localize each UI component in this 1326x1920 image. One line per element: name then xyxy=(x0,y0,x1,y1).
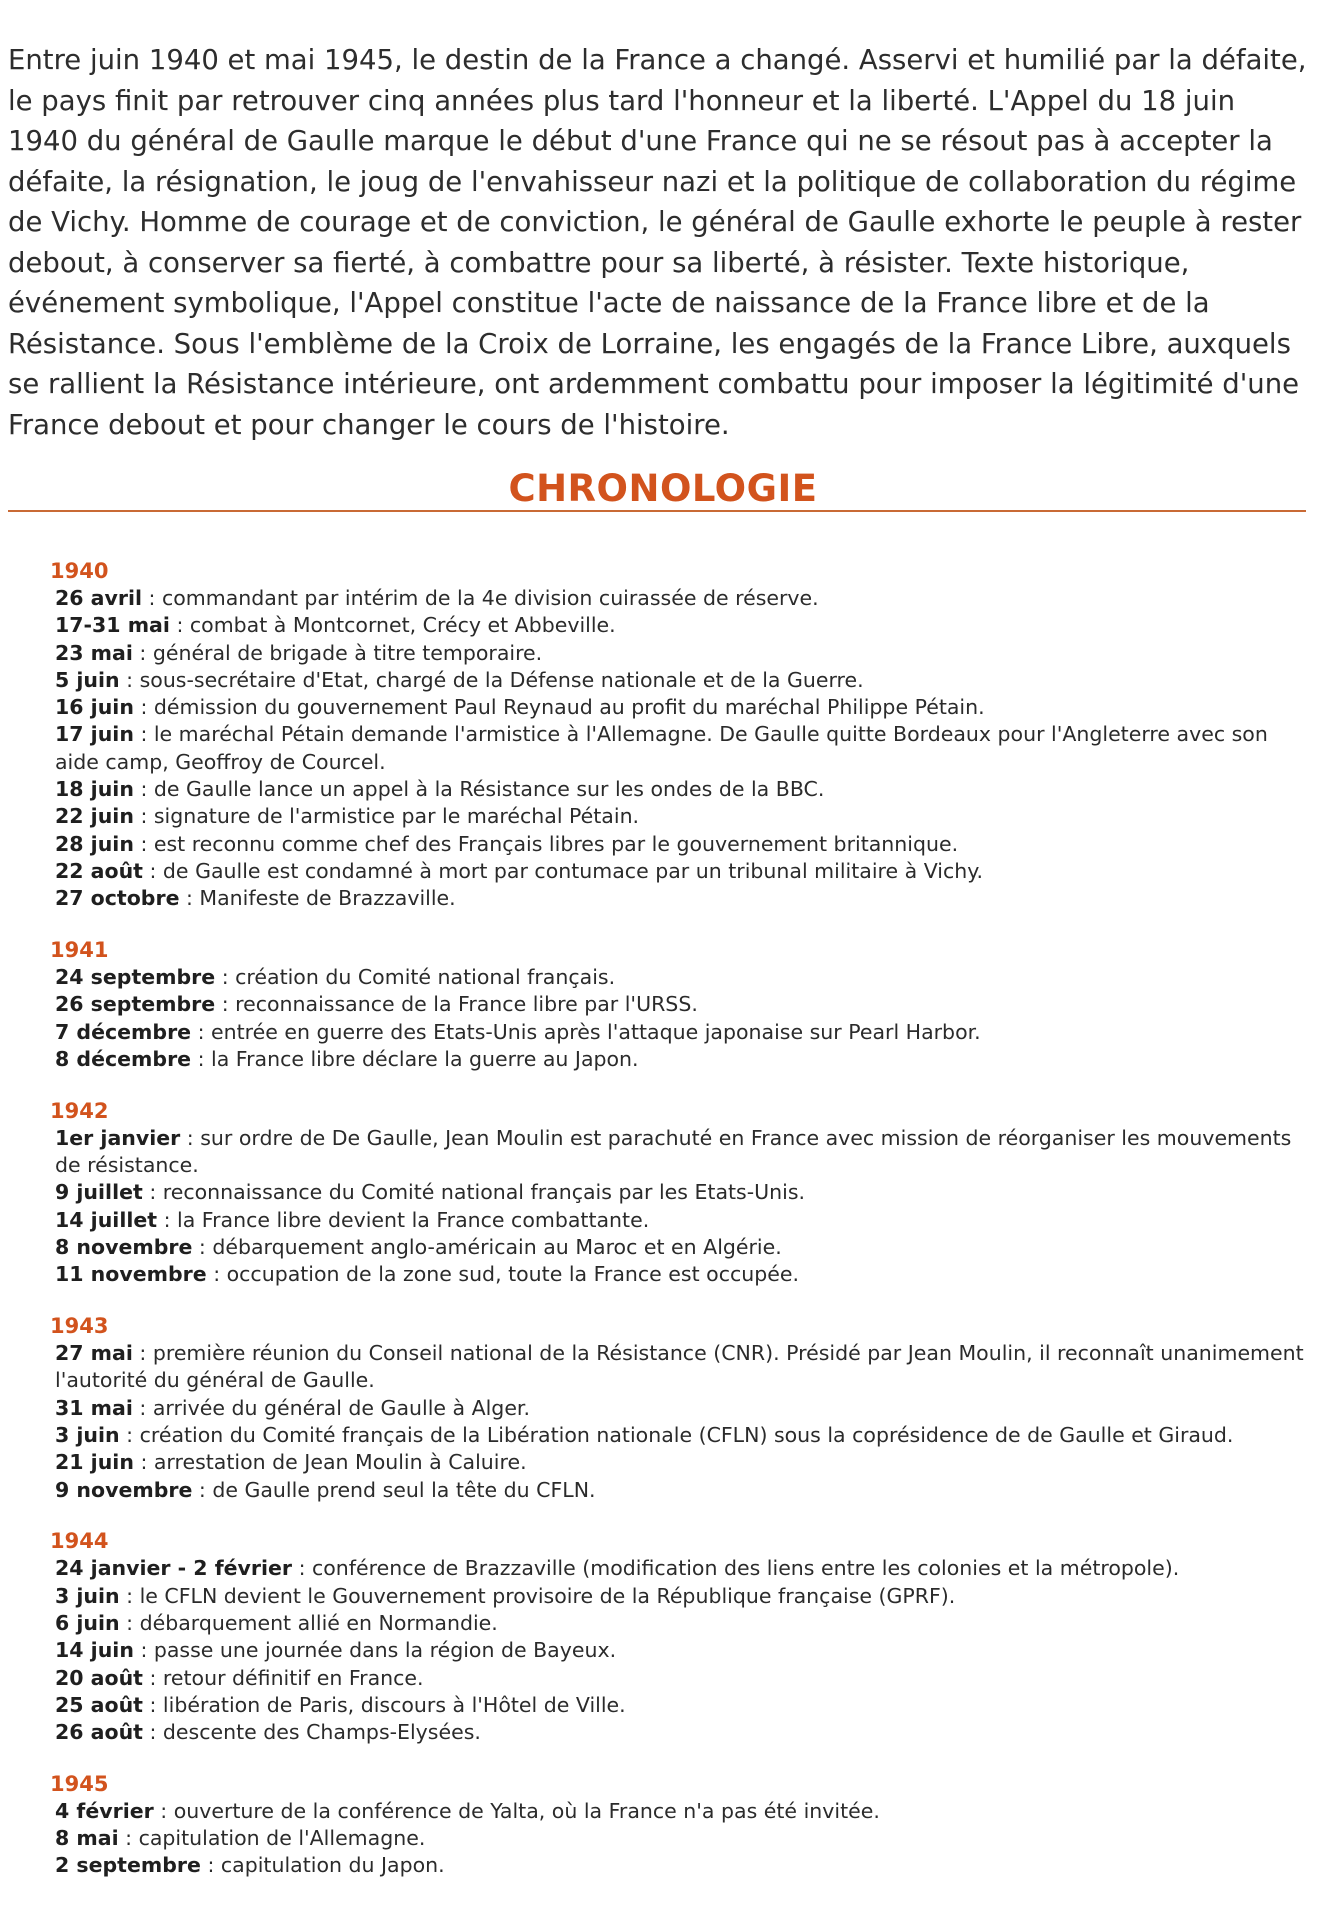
entry-date: 20 août xyxy=(55,1665,143,1690)
chronology-entry xyxy=(48,585,1313,612)
chronology-entry xyxy=(48,1555,1313,1582)
entry-text: : libération de Paris, discours à l'Hôtel de Ville. xyxy=(142,1692,626,1717)
chronology-entry xyxy=(48,831,1313,858)
entry-date: 3 juin xyxy=(55,1583,120,1608)
entry-date: 2 septembre xyxy=(55,1853,201,1878)
entry-text: : création du Comité national français. xyxy=(215,965,616,990)
chronology-entry xyxy=(48,1477,1313,1504)
entry-text: : Manifeste de Brazzaville. xyxy=(179,886,456,911)
entry-date: 14 juillet xyxy=(55,1207,158,1232)
chronology-entry xyxy=(48,1422,1313,1449)
entry-text: : démission du gouvernement Paul Reynaud au profit du maréchal Philippe Pétain. xyxy=(133,695,985,720)
entry-date: 9 novembre xyxy=(55,1477,193,1502)
entry-text: : général de brigade à titre temporaire. xyxy=(132,640,543,665)
entry-date: 24 septembre xyxy=(55,965,216,990)
entry-text: : arrivée du général de Gaulle à Alger. xyxy=(132,1395,530,1420)
chronology-entry xyxy=(48,1825,1313,1852)
entry-text: : le CFLN devient le Gouvernement provisoire de la République française (GPRF). xyxy=(119,1583,956,1608)
entry-text: : descente des Champs-Elysées. xyxy=(142,1720,481,1745)
entry-date: 17-31 mai xyxy=(55,613,170,638)
entry-date: 27 octobre xyxy=(55,886,180,911)
year-heading: 1945 xyxy=(50,1771,109,1796)
entry-date: 14 juin xyxy=(55,1638,134,1663)
entry-date: 5 juin xyxy=(55,667,120,692)
entry-date: 7 décembre xyxy=(55,1019,192,1044)
entry-text: : la France libre déclare la guerre au Japon. xyxy=(191,1046,639,1071)
chronology-list xyxy=(48,558,1313,1904)
entry-date: 8 mai xyxy=(55,1826,119,1851)
entry-text: : arrestation de Jean Moulin à Caluire. xyxy=(133,1450,527,1475)
entry-text: : de Gaulle lance un appel à la Résistance sur les ondes de la BBC. xyxy=(133,777,825,802)
entry-date: 23 mai xyxy=(55,640,133,665)
entry-date: 3 juin xyxy=(55,1422,120,1447)
entry-date: 21 juin xyxy=(55,1450,134,1475)
entry-date: 25 août xyxy=(55,1692,143,1717)
year-block xyxy=(48,558,1313,913)
entry-text: : capitulation du Japon. xyxy=(200,1853,445,1878)
entry-date: 1er janvier xyxy=(55,1125,181,1150)
chronology-entry xyxy=(48,1019,1313,1046)
entry-text: : conférence de Brazzaville (modification des liens entre les colonies et la métropole). xyxy=(292,1556,1180,1581)
entry-date: 22 août xyxy=(55,858,143,883)
chronology-entry xyxy=(48,694,1313,721)
chronology-entry xyxy=(48,1340,1313,1395)
chronology-entry xyxy=(48,721,1313,776)
entry-date: 27 mai xyxy=(55,1341,133,1366)
chronology-entry xyxy=(48,1234,1313,1261)
entry-text: : ouverture de la conférence de Yalta, où la France n'a pas été invitée. xyxy=(153,1798,880,1823)
entry-date: 26 avril xyxy=(55,586,143,610)
chronology-entry xyxy=(48,1610,1313,1637)
year-block xyxy=(48,1528,1313,1746)
year-heading: 1940 xyxy=(50,559,109,583)
year-heading: 1944 xyxy=(50,1529,109,1554)
entry-date: 24 janvier - 2 février xyxy=(55,1556,293,1581)
entry-text: : de Gaulle est condamné à mort par contumace par un tribunal militaire à Vichy. xyxy=(142,858,983,883)
entry-text: : sur ordre de De Gaulle, Jean Moulin est parachuté en France avec mission de réorganiser les mouvements de résistance. xyxy=(55,1125,1292,1178)
chronology-entry xyxy=(48,667,1313,694)
section-title: CHRONOLOGIE xyxy=(508,467,818,510)
entry-date: 22 juin xyxy=(55,804,134,829)
year-heading: 1942 xyxy=(50,1098,109,1123)
entry-date: 26 août xyxy=(55,1720,143,1745)
entry-text: : passe une journée dans la région de Bayeux. xyxy=(133,1638,617,1663)
entry-text: : occupation de la zone sud, toute la France est occupée. xyxy=(206,1262,799,1287)
year-heading: 1941 xyxy=(50,938,109,963)
chronology-entry xyxy=(48,1637,1313,1664)
title-divider xyxy=(8,510,1306,512)
chronology-entry xyxy=(48,612,1313,639)
chronology-entry xyxy=(48,1852,1313,1879)
entry-date: 18 juin xyxy=(55,777,134,802)
entry-text: : de Gaulle prend seul la tête du CFLN. xyxy=(192,1477,596,1502)
chronology-entry xyxy=(48,1449,1313,1476)
entry-date: 16 juin xyxy=(55,695,134,720)
year-block xyxy=(48,1771,1313,1880)
entry-text: : sous-secrétaire d'Etat, chargé de la Défense nationale et de la Guerre. xyxy=(119,667,864,692)
year-block xyxy=(48,1098,1313,1289)
entry-text: : combat à Montcornet, Crécy et Abbeville. xyxy=(169,613,616,638)
entry-date: 8 novembre xyxy=(55,1234,193,1259)
entry-date: 11 novembre xyxy=(55,1262,207,1287)
chronology-entry xyxy=(48,1207,1313,1234)
chronology-entry xyxy=(48,1395,1313,1422)
chronology-entry xyxy=(48,964,1313,991)
entry-text: : signature de l'armistice par le maréchal Pétain. xyxy=(133,804,640,829)
entry-date: 26 septembre xyxy=(55,992,216,1017)
entry-text: : retour définitif en France. xyxy=(142,1665,424,1690)
chronology-entry xyxy=(48,1719,1313,1746)
year-block xyxy=(48,1313,1313,1504)
chronology-entry xyxy=(48,1046,1313,1073)
chronology-entry xyxy=(48,640,1313,667)
entry-text: : débarquement allié en Normandie. xyxy=(119,1610,498,1635)
chronology-entry xyxy=(48,1798,1313,1825)
entry-date: 28 juin xyxy=(55,831,134,856)
chronology-entry xyxy=(48,1692,1313,1719)
chronology-entry xyxy=(48,1179,1313,1206)
entry-date: 17 juin xyxy=(55,722,134,747)
chronology-entry xyxy=(48,858,1313,885)
entry-text: : reconnaissance de la France libre par l'URSS. xyxy=(215,992,698,1017)
entry-text: : entrée en guerre des Etats-Unis après l'attaque japonaise sur Pearl Harbor. xyxy=(191,1019,981,1044)
entry-text: : débarquement anglo-américain au Maroc et en Algérie. xyxy=(192,1234,782,1259)
chronology-entry xyxy=(48,991,1313,1018)
entry-date: 31 mai xyxy=(55,1395,133,1420)
chronology-entry xyxy=(48,803,1313,830)
chronology-entry xyxy=(48,776,1313,803)
entry-text: : capitulation de l'Allemagne. xyxy=(118,1826,426,1851)
entry-text: : première réunion du Conseil national de la Résistance (CNR). Présidé par Jean Moulin, il reconnaît unanimement l'autorité du général de Gaulle. xyxy=(55,1341,1304,1393)
entry-text: : création du Comité français de la Libération nationale (CFLN) sous la coprésidence de de Gaulle et Giraud. xyxy=(119,1422,1234,1447)
chronology-entry xyxy=(48,1583,1313,1610)
entry-date: 4 février xyxy=(55,1798,154,1823)
year-heading: 1943 xyxy=(50,1314,109,1339)
entry-date: 9 juillet xyxy=(55,1180,143,1205)
entry-text: : commandant par intérim de la 4e division cuirassée de réserve. xyxy=(142,586,819,610)
entry-text: : reconnaissance du Comité national français par les Etats-Unis. xyxy=(142,1180,806,1205)
year-block xyxy=(48,937,1313,1073)
entry-date: 6 juin xyxy=(55,1610,120,1635)
chronology-entry xyxy=(48,885,1313,912)
chronology-entry xyxy=(48,1261,1313,1288)
intro-paragraph: Entre juin 1940 et mai 1945, le destin de la France a changé. Asservi et humilié par la défaite, le pays finit par retrouver cinq années plus tard l'honneur et la liberté. L'Appel du 18 juin 1940 du général de Gaulle marque le début d'une France qui ne se résout pas à accepter la défaite, la résignation, le joug de l'envahisseur nazi et la politique de collaboration du régime de Vichy. Homme de courage et de conviction, le général de Gaulle exhorte le peuple à rester debout, à conserver sa fierté, à combattre pour sa liberté, à résister. Texte historique, événement symbolique, l'Appel constitue l'acte de naissance de la France libre et de la Résistance. Sous l'emblème de la Croix de Lorraine, les engagés de la France Libre, auxquels se rallient la Résistance intérieure, ont ardemment combattu pour imposer la légitimité d'une France debout et pour changer le cours de l'histoire. xyxy=(8,44,1307,441)
chronology-entry xyxy=(48,1665,1313,1692)
entry-text: : est reconnu comme chef des Français libres par le gouvernement britannique. xyxy=(133,831,959,856)
chronology-entry xyxy=(48,1125,1313,1180)
entry-date: 8 décembre xyxy=(55,1046,192,1071)
entry-text: : le maréchal Pétain demande l'armistice à l'Allemagne. De Gaulle quitte Bordeaux pour l'Angleterre avec son aide camp, Geoffroy de Courcel. xyxy=(55,722,1268,774)
entry-text: : la France libre devient la France combattante. xyxy=(157,1207,650,1232)
